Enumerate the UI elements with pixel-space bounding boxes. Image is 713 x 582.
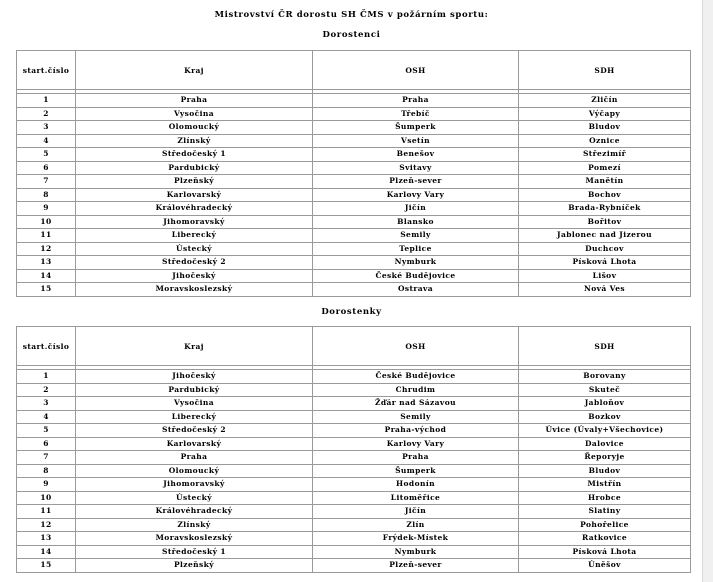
cell-sdh: Bozkov <box>519 410 691 424</box>
cell-kraj: Jihočeský <box>76 269 313 283</box>
cell-start-number: 12 <box>17 242 76 256</box>
cell-osh: Semily <box>313 229 519 243</box>
table-row <box>17 478 691 492</box>
cell-kraj: Plzeňský <box>76 175 313 189</box>
start-list-table-dorostenky <box>16 326 691 573</box>
table-row <box>17 437 691 451</box>
cell-sdh: Lišov <box>519 269 691 283</box>
cell-kraj: Praha <box>76 94 313 108</box>
cell-kraj: Jihomoravský <box>76 215 313 229</box>
cell-sdh: Oznice <box>519 134 691 148</box>
table-row <box>17 242 691 256</box>
cell-osh: Praha <box>313 94 519 108</box>
table-row <box>17 451 691 465</box>
table-header-row <box>17 327 691 366</box>
cell-osh: Benešov <box>313 148 519 162</box>
cell-start-number: 1 <box>17 94 76 108</box>
cell-osh: Plzeň-sever <box>313 175 519 189</box>
cell-kraj: Moravskoslezský <box>76 283 313 297</box>
cell-start-number: 7 <box>17 175 76 189</box>
cell-osh: Praha <box>313 451 519 465</box>
column-header-start-number: start.číslo <box>17 327 76 366</box>
cell-osh: Vsetín <box>313 134 519 148</box>
cell-osh: Plzeň-sever <box>313 559 519 573</box>
table-header-row <box>17 51 691 90</box>
cell-start-number: 13 <box>17 532 76 546</box>
cell-sdh: Borovany <box>519 370 691 384</box>
cell-kraj: Pardubický <box>76 161 313 175</box>
cell-osh: Karlovy Vary <box>313 437 519 451</box>
cell-kraj: Královéhradecký <box>76 202 313 216</box>
cell-start-number: 10 <box>17 491 76 505</box>
table-row <box>17 215 691 229</box>
table-row <box>17 229 691 243</box>
cell-sdh: Písková Lhota <box>519 545 691 559</box>
cell-start-number: 15 <box>17 283 76 297</box>
table-row <box>17 505 691 519</box>
cell-kraj: Královéhradecký <box>76 505 313 519</box>
cell-sdh: Brada-Rybníček <box>519 202 691 216</box>
cell-kraj: Středočeský 1 <box>76 148 313 162</box>
cell-sdh: Jablonec nad Jizerou <box>519 229 691 243</box>
cell-sdh: Nová Ves <box>519 283 691 297</box>
cell-osh: České Budějovice <box>313 370 519 384</box>
table-row <box>17 424 691 438</box>
table-row <box>17 107 691 121</box>
cell-kraj: Plzeňský <box>76 559 313 573</box>
cell-kraj: Vysočina <box>76 397 313 411</box>
cell-kraj: Jihomoravský <box>76 478 313 492</box>
cell-sdh: Dalovice <box>519 437 691 451</box>
section-heading-dorostenci: Dorostenci <box>322 30 381 40</box>
column-header-kraj: Kraj <box>76 327 313 366</box>
cell-osh: Semily <box>313 410 519 424</box>
cell-sdh: Bludov <box>519 121 691 135</box>
column-header-kraj: Kraj <box>76 51 313 90</box>
cell-start-number: 11 <box>17 229 76 243</box>
cell-sdh: Střezimíř <box>519 148 691 162</box>
cell-start-number: 9 <box>17 202 76 216</box>
cell-start-number: 6 <box>17 161 76 175</box>
cell-kraj: Středočeský 2 <box>76 256 313 270</box>
cell-kraj: Karlovarský <box>76 188 313 202</box>
window-right-edge <box>702 0 713 582</box>
cell-sdh: Bořitov <box>519 215 691 229</box>
column-header-osh: OSH <box>313 327 519 366</box>
cell-sdh: Manětín <box>519 175 691 189</box>
cell-osh: Zlín <box>313 518 519 532</box>
cell-osh: Hodonín <box>313 478 519 492</box>
cell-start-number: 9 <box>17 478 76 492</box>
start-list-table-dorostenci <box>16 50 691 297</box>
cell-osh: Jičín <box>313 505 519 519</box>
cell-osh: České Budějovice <box>313 269 519 283</box>
cell-sdh: Slatiny <box>519 505 691 519</box>
table-row <box>17 175 691 189</box>
cell-sdh: Pomezí <box>519 161 691 175</box>
cell-kraj: Zlínský <box>76 134 313 148</box>
table-row <box>17 134 691 148</box>
cell-kraj: Karlovarský <box>76 437 313 451</box>
table-row <box>17 518 691 532</box>
table-row <box>17 94 691 108</box>
table-row <box>17 410 691 424</box>
cell-osh: Blansko <box>313 215 519 229</box>
cell-osh: Chrudim <box>313 383 519 397</box>
cell-sdh: Mistřín <box>519 478 691 492</box>
cell-sdh: Duchcov <box>519 242 691 256</box>
cell-osh: Žďár nad Sázavou <box>313 397 519 411</box>
cell-start-number: 10 <box>17 215 76 229</box>
cell-start-number: 8 <box>17 188 76 202</box>
cell-start-number: 8 <box>17 464 76 478</box>
cell-kraj: Praha <box>76 451 313 465</box>
cell-osh: Litoměřice <box>313 491 519 505</box>
cell-start-number: 3 <box>17 121 76 135</box>
table-row <box>17 491 691 505</box>
cell-sdh: Úněšov <box>519 559 691 573</box>
column-header-start-number: start.číslo <box>17 51 76 90</box>
table-row <box>17 269 691 283</box>
cell-sdh: Skuteč <box>519 383 691 397</box>
section-heading-dorostenky: Dorostenky <box>321 307 382 317</box>
column-header-sdh: SDH <box>519 327 691 366</box>
page-title: Mistrovství ČR dorostu SH ČMS v požárním sportu: <box>214 10 489 20</box>
cell-sdh: Jabloňov <box>519 397 691 411</box>
cell-kraj: Zlínský <box>76 518 313 532</box>
cell-kraj: Moravskoslezský <box>76 532 313 546</box>
table-row <box>17 370 691 384</box>
table-row <box>17 559 691 573</box>
table-row <box>17 397 691 411</box>
cell-start-number: 5 <box>17 148 76 162</box>
table-row <box>17 545 691 559</box>
cell-kraj: Ústecký <box>76 242 313 256</box>
cell-sdh: Písková Lhota <box>519 256 691 270</box>
cell-start-number: 11 <box>17 505 76 519</box>
table-row <box>17 383 691 397</box>
cell-start-number: 7 <box>17 451 76 465</box>
cell-sdh: Pohořelice <box>519 518 691 532</box>
table-row <box>17 202 691 216</box>
cell-kraj: Středočeský 1 <box>76 545 313 559</box>
cell-start-number: 2 <box>17 383 76 397</box>
cell-sdh: Ratkovice <box>519 532 691 546</box>
cell-osh: Teplice <box>313 242 519 256</box>
cell-osh: Šumperk <box>313 121 519 135</box>
table-row <box>17 256 691 270</box>
table-row <box>17 161 691 175</box>
cell-kraj: Jihočeský <box>76 370 313 384</box>
cell-start-number: 12 <box>17 518 76 532</box>
cell-osh: Praha-východ <box>313 424 519 438</box>
cell-sdh: Výčapy <box>519 107 691 121</box>
table-row <box>17 283 691 297</box>
table-row <box>17 464 691 478</box>
cell-kraj: Liberecký <box>76 229 313 243</box>
cell-kraj: Olomoucký <box>76 121 313 135</box>
cell-start-number: 14 <box>17 269 76 283</box>
cell-start-number: 14 <box>17 545 76 559</box>
column-header-osh: OSH <box>313 51 519 90</box>
cell-sdh: Hrobce <box>519 491 691 505</box>
cell-osh: Nymburk <box>313 545 519 559</box>
cell-kraj: Liberecký <box>76 410 313 424</box>
cell-start-number: 5 <box>17 424 76 438</box>
table-row <box>17 148 691 162</box>
cell-start-number: 4 <box>17 134 76 148</box>
cell-start-number: 1 <box>17 370 76 384</box>
cell-sdh: Zličín <box>519 94 691 108</box>
cell-kraj: Olomoucký <box>76 464 313 478</box>
table-row <box>17 532 691 546</box>
cell-kraj: Vysočina <box>76 107 313 121</box>
cell-start-number: 13 <box>17 256 76 270</box>
table-row <box>17 121 691 135</box>
cell-start-number: 6 <box>17 437 76 451</box>
cell-osh: Třebíč <box>313 107 519 121</box>
cell-start-number: 2 <box>17 107 76 121</box>
cell-kraj: Ústecký <box>76 491 313 505</box>
cell-sdh: Bludov <box>519 464 691 478</box>
cell-start-number: 4 <box>17 410 76 424</box>
cell-kraj: Středočeský 2 <box>76 424 313 438</box>
cell-osh: Nymburk <box>313 256 519 270</box>
cell-osh: Ostrava <box>313 283 519 297</box>
cell-sdh: Bochov <box>519 188 691 202</box>
cell-sdh: Úvice (Úvaly+Všechovice) <box>519 424 691 438</box>
cell-sdh: Řeporyje <box>519 451 691 465</box>
cell-osh: Svitavy <box>313 161 519 175</box>
table-row <box>17 188 691 202</box>
column-header-sdh: SDH <box>519 51 691 90</box>
cell-start-number: 15 <box>17 559 76 573</box>
cell-osh: Šumperk <box>313 464 519 478</box>
cell-osh: Karlovy Vary <box>313 188 519 202</box>
cell-osh: Jičín <box>313 202 519 216</box>
cell-kraj: Pardubický <box>76 383 313 397</box>
cell-osh: Frýdek-Místek <box>313 532 519 546</box>
cell-start-number: 3 <box>17 397 76 411</box>
